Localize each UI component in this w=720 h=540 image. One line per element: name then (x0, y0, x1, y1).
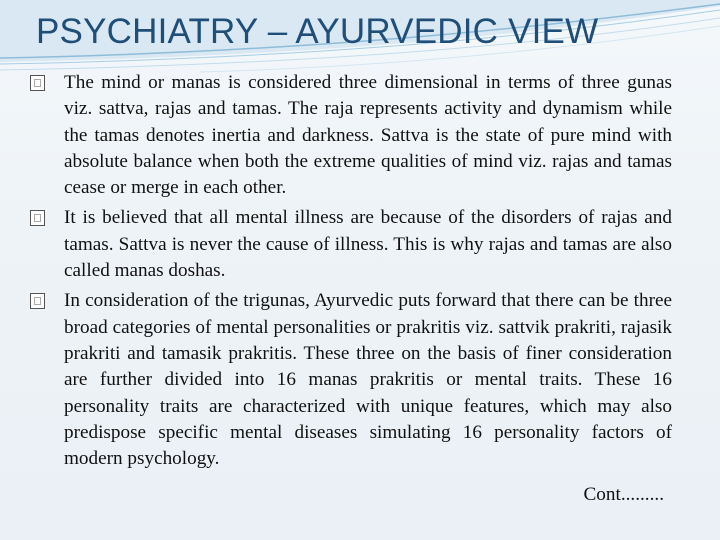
missing-glyph-box-icon (30, 210, 45, 226)
bullet-paragraph-2 (30, 205, 672, 284)
paragraph-text: In consideration of the trigunas, Ayurvedic puts forward that there can be three broad categories of mental personalities or prakritis viz. sattvik prakriti, rajasik prakriti and tamasik prakritis. These three on the basis of finer consideration are further divided into 16 manas prakritis or mental traits. These 16 personality traits are characterized with unique features, which may also predispose specific mental diseases simulating 16 personality factors of modern psychology. (64, 290, 672, 470)
missing-glyph-box-icon (30, 293, 45, 309)
bullet-paragraph-3 (30, 288, 672, 472)
continuation-marker: Cont......... (583, 484, 664, 505)
paragraph-text: It is believed that all mental illness are because of the disorders of rajas and tamas. Sattva is never the cause of illness. This is why rajas and tamas are also called manas doshas. (64, 207, 672, 282)
paragraph-text: The mind or manas is considered three dimensional in terms of three gunas viz. sattva, rajas and tamas. The raja represents activity and dynamism while the tamas denotes inertia and darkness. Sattva is the state of pure mind with absolute balance when both the extreme qualities of mind viz. rajas and tamas cease or merge in each other. (64, 72, 672, 199)
missing-glyph-box-icon (30, 75, 45, 91)
slide-title: PSYCHIATRY – AYURVEDIC VIEW (36, 12, 599, 51)
slide-body (30, 70, 672, 476)
bullet-paragraph-1 (30, 70, 672, 201)
